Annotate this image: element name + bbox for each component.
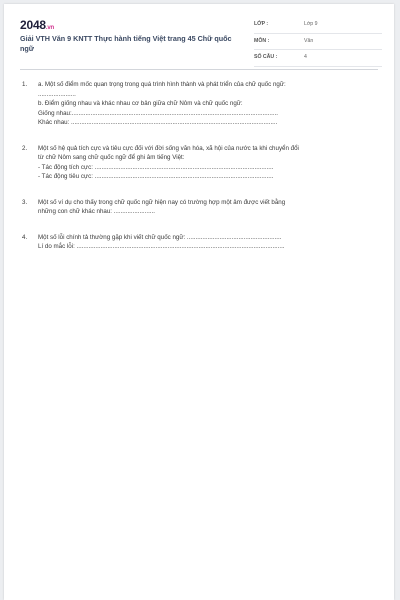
question-item [20,80,384,128]
answer-blank: Khác nhau: ........................................................................................................................ [38,119,278,126]
answer-blank: Lí do mắc lỗi: ......................................................................................................................... [38,243,285,250]
question-item [20,198,384,217]
question-number: 1. [22,81,28,88]
header [20,18,382,62]
question-line: Một số ví dụ cho thấy trong chữ quốc ngữ hiện nay có trường hợp một âm được viết bằng [38,198,286,206]
meta-table [254,20,382,70]
meta-key: SỐ CÂU : [254,54,278,60]
meta-row-class [254,20,382,34]
question-line: a. Một số điểm mốc quan trọng trong quá trình hình thành và phát triển của chữ quốc ngữ: [38,81,286,88]
logo-domain-text: .vn [45,25,54,31]
logo-main-text: 2048 [20,18,46,32]
question-list [20,80,384,268]
meta-value: Lớp 9 [304,21,318,27]
page-title: Giải VTH Văn 9 KNTT Thực hành tiếng Việt trang 45 Chữ quốc ngữ [20,34,232,53]
answer-blank: ...................... [38,90,76,98]
site-logo[interactable] [20,18,54,32]
question-line: b. Điểm giống nhau và khác nhau cơ bản giữa chữ Nôm và chữ quốc ngữ: [38,100,243,107]
meta-row-question-count [254,53,382,67]
answer-blank: Giống nhau:........................................................................................................................ [38,109,279,117]
question-item [20,233,384,252]
answer-blank: Một số lỗi chính tả thường gặp khi viết chữ quốc ngữ: ....................................................... [38,233,282,241]
header-divider [20,69,378,70]
question-item [20,144,384,182]
worksheet-page [4,4,394,600]
answer-blank: - Tác động tiêu cực: ........................................................................................................ [38,173,274,180]
question-line: Một số hệ quả tích cực và tiêu cực đối với đời sống văn hóa, xã hội của nước ta khi chuyển đổi [38,144,299,152]
meta-value: Văn [304,37,314,44]
meta-row-subject [254,37,382,51]
meta-key: MÔN : [254,37,270,44]
question-line: từ chữ Nôm sang chữ quốc ngữ để ghi âm tiếng Việt: [38,154,185,161]
question-number: 2. [22,144,28,152]
meta-value: 4 [304,54,307,60]
answer-blank: những con chữ khác nhau: ........................ [38,208,155,215]
question-number: 4. [22,233,28,241]
meta-key: LỚP : [254,21,269,27]
answer-blank: - Tác động tích cực: ........................................................................................................ [38,163,274,171]
question-number: 3. [22,198,28,206]
